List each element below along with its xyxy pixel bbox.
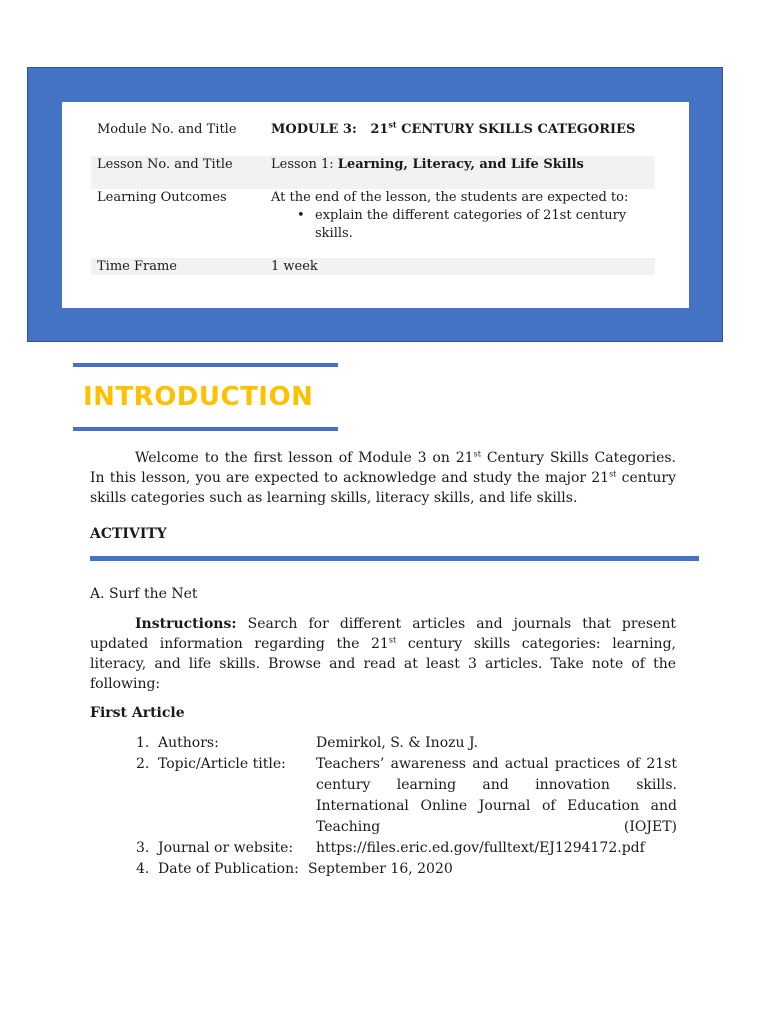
learning-outcomes-label: Learning Outcomes [97, 190, 227, 205]
list-number: 2. [136, 756, 150, 772]
module-title-suffix: CENTURY SKILLS CATEGORIES [396, 122, 636, 137]
instructions-paragraph [90, 614, 676, 694]
list-item [136, 733, 677, 754]
module-title-prefix: MODULE 3: 21 [271, 122, 389, 137]
instructions-label: Instructions: [135, 616, 237, 632]
learning-outcomes-intro: At the end of the lesson, the students are expected to: [271, 190, 629, 205]
learning-outcomes-value [271, 189, 655, 243]
intro-text-1: Welcome to the first lesson of Module 3 on 21 [135, 450, 474, 466]
lesson-title-label: Lesson No. and Title [97, 157, 233, 172]
lesson-title-row [91, 156, 655, 189]
intro-sup-2: st [609, 469, 617, 479]
module-info-table [62, 102, 689, 308]
intro-sup-1: st [473, 449, 481, 459]
time-frame-row [91, 258, 655, 275]
title-line: century learning and innovation skills. [316, 777, 677, 793]
time-frame-value: 1 week [271, 259, 318, 274]
intro-top-rule [73, 363, 338, 367]
list-key: Date of Publication: [158, 861, 299, 877]
title-line: Teaching (IOJET) [316, 819, 677, 835]
module-info-frame [27, 67, 723, 342]
module-title-label: Module No. and Title [97, 122, 237, 137]
list-item [136, 754, 677, 838]
lesson-title-bold: Learning, Literacy, and Life Skills [337, 157, 584, 172]
list-number: 4. [136, 861, 150, 877]
instructions-text-1: Search for different articles and journals that present updated information regarding the 21 [90, 616, 676, 652]
module-title-value [271, 121, 655, 139]
list-item [136, 838, 677, 859]
title-line: International Online Journal of Education and [316, 798, 677, 814]
list-value [316, 754, 677, 838]
title-line: Teachers’ awareness and actual practices of 21st [316, 756, 677, 772]
lesson-title-value [271, 156, 655, 174]
learning-outcome-text: explain the different categories of 21st century skills. [315, 208, 627, 241]
intro-text-2: Century Skills Categories. In this lesson, you are expected to acknowledge and study the major 21 [90, 450, 677, 486]
surf-the-net-label: A. Surf the Net [90, 586, 198, 602]
intro-text-3: century skills categories such as learning skills, literacy skills, and life skills. [90, 470, 676, 506]
lesson-title-plain: Lesson 1: [271, 157, 338, 172]
list-key: Journal or website: [158, 840, 294, 856]
learning-outcomes-bullet [271, 207, 655, 243]
list-key: Topic/Article title: [158, 756, 286, 772]
list-number: 3. [136, 840, 150, 856]
list-value: Demirkol, S. & Inozu J. [316, 735, 478, 751]
list-key: Authors: [158, 735, 219, 751]
list-number: 1. [136, 735, 150, 751]
activity-rule [90, 556, 699, 561]
list-value: https://files.eric.ed.gov/fulltext/EJ1294172.pdf [316, 840, 645, 856]
instructions-text-2: century skills categories: learning, literacy, and life skills. Browse and read at least 3 articles. Take note of the following: [90, 636, 676, 692]
bullet-icon: • [297, 208, 305, 223]
introduction-paragraph [90, 448, 676, 508]
first-article-heading: First Article [90, 705, 185, 721]
time-frame-label: Time Frame [97, 259, 177, 274]
module-title-row [91, 121, 655, 141]
learning-outcomes-row [91, 189, 655, 245]
activity-heading: ACTIVITY [90, 526, 167, 542]
instructions-sup: st [388, 635, 397, 645]
list-item [136, 859, 677, 880]
list-value: September 16, 2020 [308, 861, 453, 877]
intro-bottom-rule [73, 427, 338, 431]
module-title-sup: st [388, 119, 397, 130]
introduction-heading: INTRODUCTION [83, 382, 314, 412]
